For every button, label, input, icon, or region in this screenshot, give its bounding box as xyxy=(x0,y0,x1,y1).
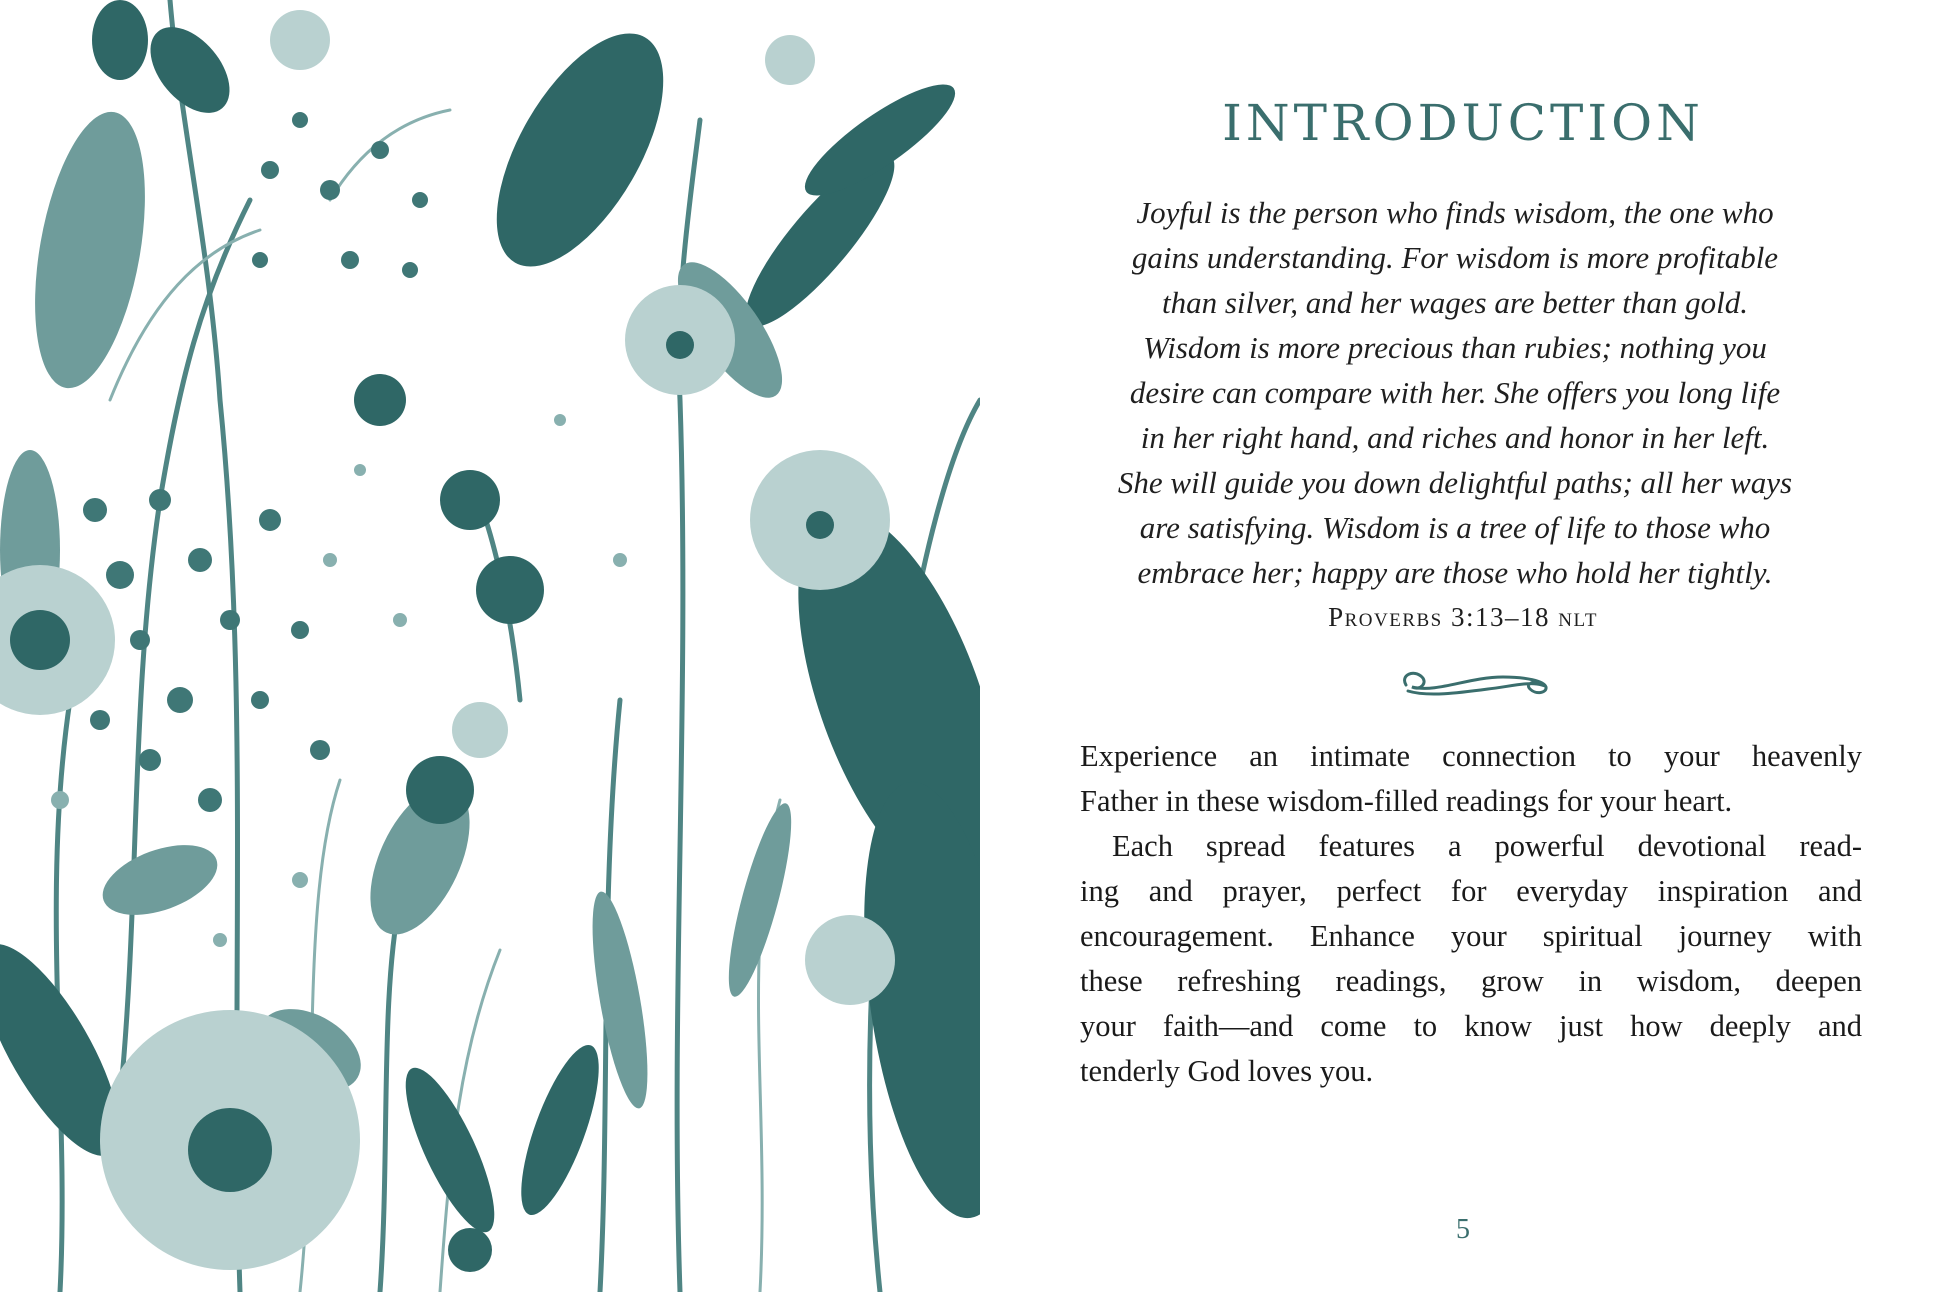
verse-line: She will guide you down delightful paths; all her ways xyxy=(1117,465,1793,500)
body-line: Father in these wisdom-filled readings for your heart. xyxy=(1080,784,1733,818)
body-line: encouragement. Enhance your spiritual journey with xyxy=(1080,919,1862,953)
page-number: 5 xyxy=(1456,1214,1470,1245)
verse-line: Wisdom is more precious than rubies; nothing you xyxy=(1143,330,1767,365)
scripture-verse xyxy=(1080,190,1830,595)
introduction-body xyxy=(1080,734,1862,1094)
verse-line: are satisfying. Wisdom is a tree of life to those who xyxy=(1139,510,1771,545)
verse-reference-text: Proverbs 3:13–18 nlt xyxy=(1328,602,1598,632)
body-line: Each spread features a powerful devotional read- xyxy=(1112,829,1862,863)
body-line: your faith—and come to know just how deeply and xyxy=(1080,1009,1862,1043)
verse-line: than silver, and her wages are better than gold. xyxy=(1161,285,1749,320)
page-title: INTRODUCTION xyxy=(1222,94,1704,152)
verse-line: gains understanding. For wisdom is more profitable xyxy=(1131,240,1779,275)
verse-line: desire can compare with her. She offers you long life xyxy=(1129,375,1781,410)
verse-line: in her right hand, and riches and honor in her left. xyxy=(1140,420,1770,455)
body-line: tenderly God loves you. xyxy=(1080,1054,1374,1088)
body-line: ing and prayer, perfect for everyday inspiration and xyxy=(1080,874,1862,908)
verse-line: Joyful is the person who finds wisdom, the one who xyxy=(1136,195,1774,230)
verse-line: embrace her; happy are those who hold her tightly. xyxy=(1137,555,1773,590)
right-page xyxy=(980,0,1946,1292)
verse-reference xyxy=(980,602,1946,633)
body-line: these refreshing readings, grow in wisdom, deepen xyxy=(1080,964,1862,998)
swash-divider-icon xyxy=(1398,663,1548,703)
body-line: Experience an intimate connection to your heavenly xyxy=(1080,739,1862,773)
